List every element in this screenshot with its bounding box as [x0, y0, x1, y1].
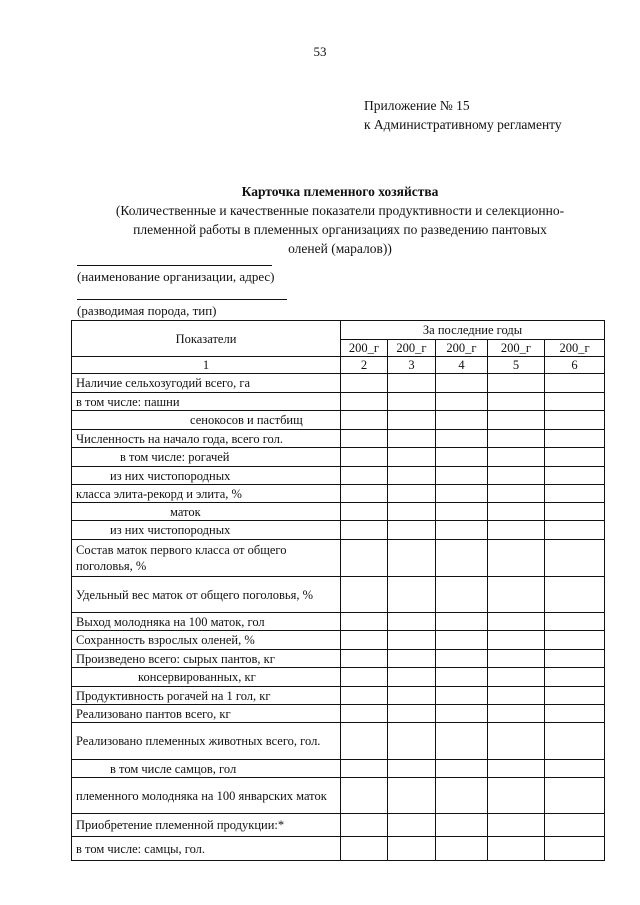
- table-row: [72, 448, 605, 467]
- value-cell[interactable]: [488, 448, 545, 467]
- value-cell[interactable]: [388, 521, 436, 540]
- indicator-label: Продуктивность рогачей на 1 гол, кг: [72, 687, 341, 705]
- value-cell[interactable]: [545, 430, 605, 448]
- value-cell[interactable]: [436, 485, 488, 503]
- indicator-label: в том числе: рогачей: [72, 448, 341, 467]
- value-cell[interactable]: [436, 540, 488, 577]
- value-cell[interactable]: [341, 814, 388, 837]
- value-cell[interactable]: [545, 814, 605, 837]
- value-cell[interactable]: [488, 411, 545, 430]
- organization-blank-line: [77, 265, 272, 266]
- indicator-label: племенного молодняка на 100 январских маток: [72, 778, 341, 814]
- column-number: 6: [545, 357, 605, 374]
- value-cell[interactable]: [545, 668, 605, 687]
- value-cell[interactable]: [436, 650, 488, 668]
- indicator-label: Приобретение племенной продукции:*: [72, 814, 341, 837]
- value-cell[interactable]: [488, 778, 545, 814]
- value-cell[interactable]: [436, 687, 488, 705]
- table-row: [72, 430, 605, 448]
- value-cell[interactable]: [341, 503, 388, 521]
- indicator-label: из них чистопородных: [72, 467, 341, 485]
- indicator-label: из них чистопородных: [72, 521, 341, 540]
- indicator-label: маток: [72, 503, 341, 521]
- value-cell[interactable]: [388, 760, 436, 778]
- value-cell[interactable]: [388, 837, 436, 861]
- header-indicators: Показатели: [72, 321, 341, 357]
- value-cell[interactable]: [545, 778, 605, 814]
- card-subtitle-line-1: (Количественные и качественные показатели продуктивности и селекционно-: [115, 203, 565, 218]
- value-cell[interactable]: [341, 540, 388, 577]
- value-cell[interactable]: [436, 814, 488, 837]
- table-row: [72, 503, 605, 521]
- indicator-label: Реализовано пантов всего, кг: [72, 705, 341, 723]
- indicator-label: Удельный вес маток от общего поголовья, %: [72, 577, 341, 613]
- indicator-label: класса элита-рекорд и элита, %: [72, 485, 341, 503]
- value-cell[interactable]: [388, 411, 436, 430]
- appendix-reference: [364, 96, 562, 134]
- value-cell[interactable]: [341, 521, 388, 540]
- value-cell[interactable]: [341, 760, 388, 778]
- value-cell[interactable]: [545, 467, 605, 485]
- card-title: Карточка племенного хозяйства: [241, 184, 439, 199]
- value-cell[interactable]: [341, 430, 388, 448]
- value-cell[interactable]: [341, 668, 388, 687]
- value-cell[interactable]: [436, 723, 488, 760]
- indicator-label: в том числе: пашни: [72, 393, 341, 411]
- value-cell[interactable]: [341, 374, 388, 393]
- value-cell[interactable]: [545, 687, 605, 705]
- value-cell[interactable]: [436, 778, 488, 814]
- value-cell[interactable]: [488, 814, 545, 837]
- year-column-header: 200_г: [545, 340, 605, 357]
- value-cell[interactable]: [436, 411, 488, 430]
- page-number: 53: [313, 44, 327, 59]
- column-number: 5: [488, 357, 545, 374]
- value-cell[interactable]: [488, 374, 545, 393]
- value-cell[interactable]: [341, 705, 388, 723]
- breed-blank-line: [77, 299, 287, 300]
- value-cell[interactable]: [436, 430, 488, 448]
- table-row: [72, 485, 605, 503]
- value-cell[interactable]: [436, 503, 488, 521]
- value-cell[interactable]: [488, 668, 545, 687]
- value-cell[interactable]: [488, 430, 545, 448]
- value-cell[interactable]: [488, 705, 545, 723]
- table-row: [72, 393, 605, 411]
- value-cell[interactable]: [388, 430, 436, 448]
- value-cell[interactable]: [488, 393, 545, 411]
- appendix-line-2: к Административному регламенту: [364, 117, 562, 132]
- value-cell[interactable]: [388, 485, 436, 503]
- value-cell[interactable]: [488, 503, 545, 521]
- value-cell[interactable]: [341, 837, 388, 861]
- value-cell[interactable]: [545, 705, 605, 723]
- value-cell[interactable]: [388, 577, 436, 613]
- value-cell[interactable]: [436, 448, 488, 467]
- indicator-label: Реализовано племенных животных всего, гол.: [72, 723, 341, 760]
- value-cell[interactable]: [341, 613, 388, 631]
- value-cell[interactable]: [341, 650, 388, 668]
- value-cell[interactable]: [341, 411, 388, 430]
- value-cell[interactable]: [488, 485, 545, 503]
- value-cell[interactable]: [388, 705, 436, 723]
- value-cell[interactable]: [545, 393, 605, 411]
- value-cell[interactable]: [545, 411, 605, 430]
- table-row: [72, 687, 605, 705]
- value-cell[interactable]: [388, 503, 436, 521]
- table-row: [72, 521, 605, 540]
- value-cell[interactable]: [545, 760, 605, 778]
- value-cell[interactable]: [388, 613, 436, 631]
- value-cell[interactable]: [388, 723, 436, 760]
- value-cell[interactable]: [436, 374, 488, 393]
- table-row: [72, 837, 605, 861]
- column-number: 2: [341, 357, 388, 374]
- column-number: 3: [388, 357, 436, 374]
- value-cell[interactable]: [388, 778, 436, 814]
- value-cell[interactable]: [545, 485, 605, 503]
- table-row: [72, 613, 605, 631]
- value-cell[interactable]: [488, 467, 545, 485]
- value-cell[interactable]: [341, 631, 388, 650]
- table-row: [72, 723, 605, 760]
- year-column-header: 200_г: [388, 340, 436, 357]
- value-cell[interactable]: [436, 705, 488, 723]
- card-title-block: [60, 182, 620, 258]
- indicator-label: сенокосов и пастбищ: [72, 411, 341, 430]
- value-cell[interactable]: [545, 540, 605, 577]
- value-cell[interactable]: [488, 577, 545, 613]
- indicator-label: в том числе самцов, гол: [72, 760, 341, 778]
- table-row: [72, 650, 605, 668]
- year-column-header: 200_г: [341, 340, 388, 357]
- value-cell[interactable]: [388, 650, 436, 668]
- table-row: [72, 760, 605, 778]
- value-cell[interactable]: [341, 485, 388, 503]
- value-cell[interactable]: [388, 393, 436, 411]
- value-cell[interactable]: [488, 613, 545, 631]
- value-cell[interactable]: [436, 393, 488, 411]
- value-cell[interactable]: [341, 467, 388, 485]
- value-cell[interactable]: [545, 837, 605, 861]
- value-cell[interactable]: [341, 577, 388, 613]
- table-row: [72, 577, 605, 613]
- header-recent-years: За последние годы: [341, 321, 605, 340]
- value-cell[interactable]: [545, 613, 605, 631]
- indicator-label: Выход молодняка на 100 маток, гол: [72, 613, 341, 631]
- value-cell[interactable]: [488, 760, 545, 778]
- value-cell[interactable]: [388, 668, 436, 687]
- card-subtitle-line-3: оленей (маралов)): [288, 241, 392, 256]
- value-cell[interactable]: [545, 723, 605, 760]
- indicator-label: Наличие сельхозугодий всего, га: [72, 374, 341, 393]
- breed-label: (разводимая порода, тип): [77, 303, 217, 318]
- value-cell[interactable]: [388, 631, 436, 650]
- value-cell[interactable]: [341, 723, 388, 760]
- value-cell[interactable]: [488, 540, 545, 577]
- table-row: [72, 778, 605, 814]
- value-cell[interactable]: [341, 778, 388, 814]
- value-cell[interactable]: [545, 503, 605, 521]
- value-cell[interactable]: [388, 540, 436, 577]
- appendix-line-1: Приложение № 15: [364, 98, 470, 113]
- value-cell[interactable]: [488, 837, 545, 861]
- value-cell[interactable]: [388, 467, 436, 485]
- column-number: 4: [436, 357, 488, 374]
- value-cell[interactable]: [388, 448, 436, 467]
- value-cell[interactable]: [388, 374, 436, 393]
- value-cell[interactable]: [545, 577, 605, 613]
- value-cell[interactable]: [341, 393, 388, 411]
- table-row: [72, 705, 605, 723]
- year-column-header: 200_г: [436, 340, 488, 357]
- indicator-label: в том числе: самцы, гол.: [72, 837, 341, 861]
- value-cell[interactable]: [545, 521, 605, 540]
- value-cell[interactable]: [436, 837, 488, 861]
- breeding-farm-table: [71, 320, 605, 861]
- column-number: 1: [72, 357, 341, 374]
- value-cell[interactable]: [341, 448, 388, 467]
- value-cell[interactable]: [388, 687, 436, 705]
- table-row: [72, 540, 605, 577]
- indicator-label: консервированных, кг: [72, 668, 341, 687]
- value-cell[interactable]: [488, 723, 545, 760]
- indicator-label: Состав маток первого класса от общего поголовья, %: [72, 540, 341, 577]
- value-cell[interactable]: [341, 687, 388, 705]
- value-cell[interactable]: [488, 687, 545, 705]
- indicator-label: Произведено всего: сырых пантов, кг: [72, 650, 341, 668]
- value-cell[interactable]: [488, 650, 545, 668]
- value-cell[interactable]: [436, 521, 488, 540]
- table-row: [72, 814, 605, 837]
- value-cell[interactable]: [436, 668, 488, 687]
- table-row: [72, 467, 605, 485]
- indicator-label: Численность на начало года, всего гол.: [72, 430, 341, 448]
- table-row: [72, 631, 605, 650]
- value-cell[interactable]: [436, 760, 488, 778]
- table-row: [72, 668, 605, 687]
- value-cell[interactable]: [436, 613, 488, 631]
- indicator-label: Сохранность взрослых оленей, %: [72, 631, 341, 650]
- organization-label: (наименование организации, адрес): [77, 269, 275, 284]
- card-subtitle-line-2: племенной работы в племенных организациях по разведению пантовых: [133, 222, 547, 237]
- value-cell[interactable]: [388, 814, 436, 837]
- table-row: [72, 411, 605, 430]
- value-cell[interactable]: [436, 577, 488, 613]
- year-column-header: 200_г: [488, 340, 545, 357]
- value-cell[interactable]: [545, 650, 605, 668]
- value-cell[interactable]: [545, 374, 605, 393]
- value-cell[interactable]: [436, 631, 488, 650]
- table-row: [72, 374, 605, 393]
- value-cell[interactable]: [488, 631, 545, 650]
- value-cell[interactable]: [436, 467, 488, 485]
- value-cell[interactable]: [545, 631, 605, 650]
- value-cell[interactable]: [488, 521, 545, 540]
- value-cell[interactable]: [545, 448, 605, 467]
